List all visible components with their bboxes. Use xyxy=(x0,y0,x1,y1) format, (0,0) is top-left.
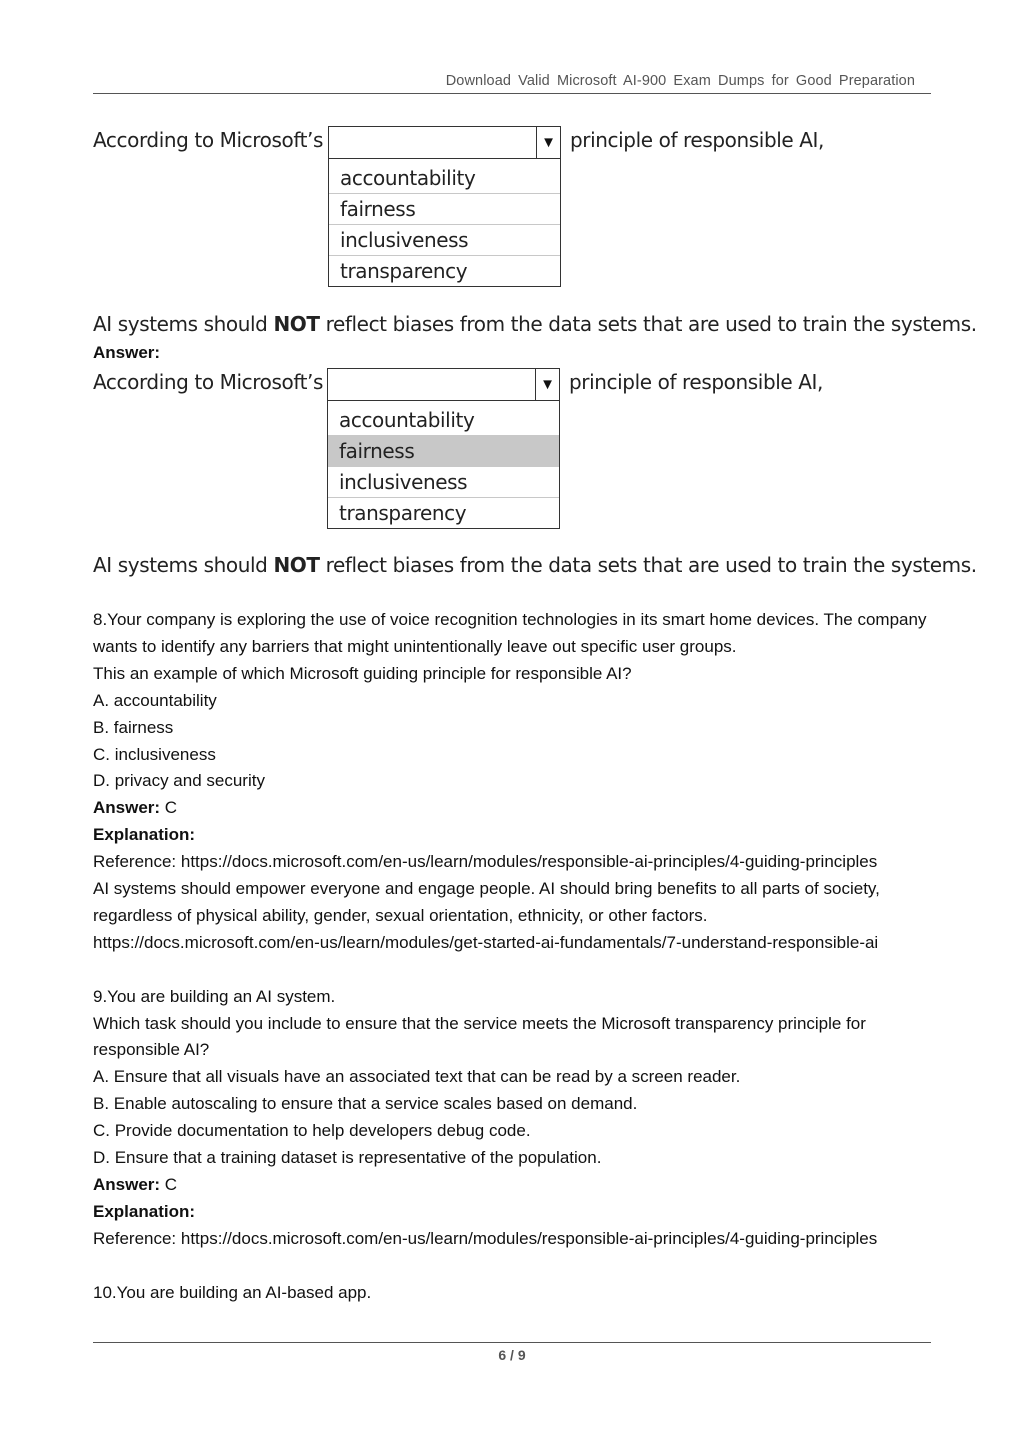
dropdown-option[interactable]: fairness xyxy=(329,193,560,224)
page-number: 6 / 9 xyxy=(498,1347,526,1363)
q8-option: A. accountability xyxy=(93,690,217,710)
dropdown-option[interactable]: accountability xyxy=(340,166,476,190)
answer-dropdown[interactable] xyxy=(327,368,560,529)
question-sentence: AI systems should NOT reflect biases from the data sets that are used to train the systems. xyxy=(93,312,977,336)
question-suffix: principle of responsible AI, xyxy=(570,128,824,152)
q9-reference: Reference: https://docs.microsoft.com/en-us/learn/modules/responsible-ai-principles/4-guiding-principles xyxy=(93,1228,878,1248)
q9-option: C. Provide documentation to help developers debug code. xyxy=(93,1121,531,1141)
dropdown-option[interactable]: transparency xyxy=(328,497,559,528)
dropdown-arrow-icon[interactable]: ▼ xyxy=(535,369,559,400)
q9-option: A. Ensure that all visuals have an associated text that can be read by a screen reader. xyxy=(93,1067,741,1087)
q8-stem: 8.Your company is exploring the use of voice recognition technologies in its smart home devices. The company wants to identify any barriers that might unintentionally leave out specific user groups. xyxy=(93,610,927,656)
dropdown-list xyxy=(328,401,559,528)
q8-link: https://docs.microsoft.com/en-us/learn/modules/get-started-ai-fundamentals/7-understand-responsible-ai xyxy=(93,932,879,952)
dropdown-option[interactable]: inclusiveness xyxy=(328,466,559,497)
dropdown-arrow-icon[interactable]: ▼ xyxy=(536,127,560,158)
answer-suffix: principle of responsible AI, xyxy=(569,370,823,394)
answer-sentence: AI systems should NOT reflect biases from the data sets that are used to train the systems. xyxy=(93,553,977,577)
question-prefix: According to Microsoft’s xyxy=(93,128,324,152)
header-rule xyxy=(93,93,931,94)
q9-option: B. Enable autoscaling to ensure that a service scales based on demand. xyxy=(93,1094,638,1114)
q8-answer: Answer: C xyxy=(93,798,178,818)
dropdown-head[interactable] xyxy=(329,127,560,159)
answer-prefix: According to Microsoft’s xyxy=(93,370,324,394)
dropdown-option[interactable]: inclusiveness xyxy=(329,224,560,255)
dropdown-head[interactable] xyxy=(328,369,559,401)
q8-reference: Reference: https://docs.microsoft.com/en-us/learn/modules/responsible-ai-principles/4-guiding-principles xyxy=(93,852,878,872)
answer-label: Answer: xyxy=(93,343,161,362)
q9-stem: 9.You are building an AI system. xyxy=(93,986,336,1006)
q8-note: AI systems should empower everyone and engage people. AI should bring benefits to all parts of society, regardless of physical ability, gender, sexual orientation, ethnicity, or other factors. xyxy=(93,879,880,925)
dropdown-list xyxy=(329,159,560,286)
q8-option: C. inclusiveness xyxy=(93,744,216,764)
question-dropdown[interactable] xyxy=(328,126,561,287)
dropdown-option[interactable]: transparency xyxy=(329,255,560,286)
questions-body xyxy=(93,607,938,1307)
q10-stem: 10.You are building an AI-based app. xyxy=(93,1282,372,1302)
q8-explanation-label: Explanation: xyxy=(93,825,196,845)
q9-question: Which task should you include to ensure that the service meets the Microsoft transparency principle for responsible AI? xyxy=(93,1013,866,1060)
q8-question: This an example of which Microsoft guiding principle for responsible AI? xyxy=(93,663,632,683)
q8-option: B. fairness xyxy=(93,717,174,737)
page-header: Download Valid Microsoft AI-900 Exam Dumps for Good Preparation xyxy=(445,73,915,89)
q9-answer: Answer: C xyxy=(93,1175,178,1195)
q9-explanation-label: Explanation: xyxy=(93,1201,196,1221)
dropdown-option[interactable]: accountability xyxy=(339,408,475,432)
q8-option: D. privacy and security xyxy=(93,771,265,791)
dropdown-option[interactable]: fairness xyxy=(328,435,559,466)
footer-rule xyxy=(93,1342,931,1343)
q9-option: D. Ensure that a training dataset is representative of the population. xyxy=(93,1148,602,1168)
